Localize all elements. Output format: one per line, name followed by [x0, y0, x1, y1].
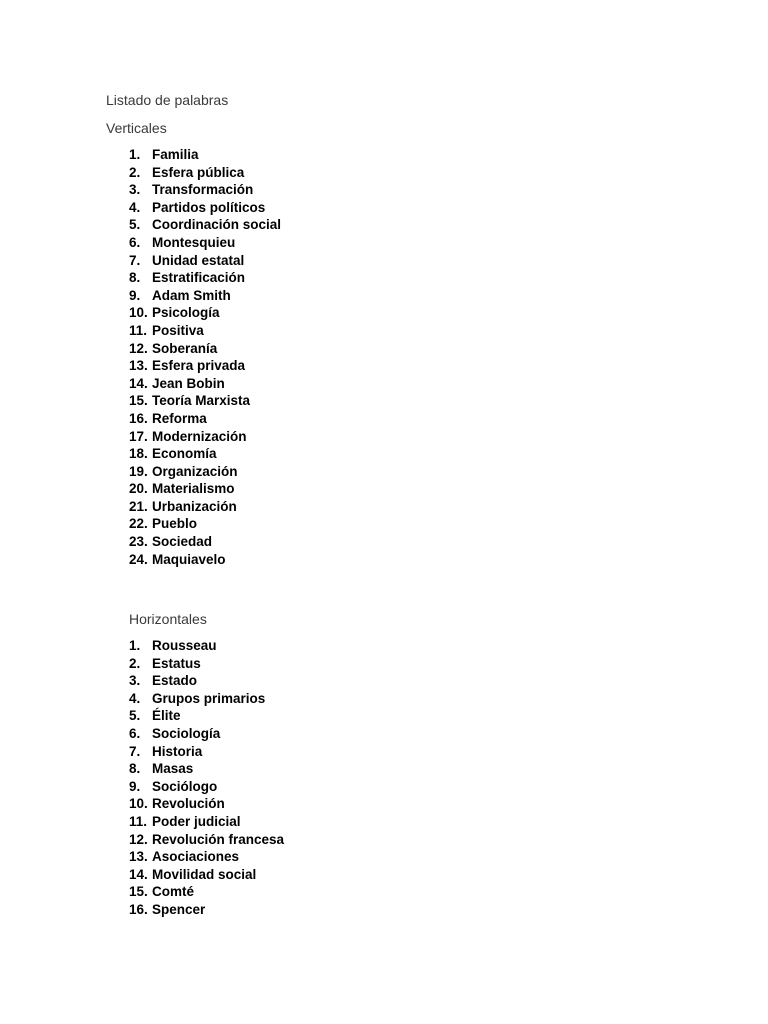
list-item-word: Sociología: [152, 725, 221, 741]
list-item-word: Sociedad: [152, 534, 213, 550]
list-item: [129, 831, 285, 849]
list-item-word: Spencer: [152, 901, 206, 917]
list-item: [129, 375, 225, 393]
list-item-number: 9.: [129, 778, 141, 794]
list-item-word: Teoría Marxista: [152, 393, 251, 409]
list-item-word: Modernización: [152, 428, 247, 444]
list-item-number: 11.: [129, 813, 148, 829]
list-item: [129, 234, 236, 252]
list-item-number: 4.: [129, 690, 141, 706]
list-item: [129, 498, 237, 516]
list-item: [129, 795, 225, 813]
list-item: [129, 392, 251, 410]
list-item: [129, 883, 195, 901]
list-item-word: Esfera pública: [152, 164, 245, 180]
list-item-word: Psicología: [152, 305, 220, 321]
list-item: [129, 778, 218, 796]
list-item-word: Revolución: [152, 796, 225, 812]
list-item: [129, 655, 201, 673]
list-item-number: 20.: [129, 481, 148, 497]
list-item-word: Partidos políticos: [152, 199, 266, 215]
verticales-list: [129, 146, 282, 568]
list-item-number: 1.: [129, 638, 141, 653]
list-item-word: Asociaciones: [152, 849, 240, 865]
list-item: [129, 533, 213, 551]
list-item-number: 2.: [129, 655, 141, 671]
list-item: [129, 551, 226, 569]
list-item: [129, 848, 240, 866]
list-item-word: Unidad estatal: [152, 252, 245, 268]
list-item: [129, 216, 282, 234]
list-item-number: 17.: [129, 428, 148, 444]
list-item-number: 11.: [129, 322, 148, 338]
verticales-heading: Verticales: [106, 120, 167, 136]
list-item-number: 24.: [129, 551, 148, 567]
list-item: [129, 637, 217, 655]
list-item: [129, 340, 218, 358]
list-item-word: Positiva: [152, 322, 204, 338]
document-title: Listado de palabras: [106, 92, 229, 108]
list-item-word: Comté: [152, 884, 195, 900]
list-item-number: 8.: [129, 761, 141, 777]
list-item-number: 12.: [129, 831, 148, 847]
list-item-number: 16.: [129, 901, 148, 917]
list-item: [129, 357, 246, 375]
list-item-word: Movilidad social: [152, 866, 257, 882]
list-item-number: 4.: [129, 199, 141, 215]
list-item-number: 14.: [129, 375, 148, 391]
list-item: [129, 463, 238, 481]
list-item: [129, 199, 266, 217]
list-item: [129, 901, 206, 919]
list-item: [129, 480, 235, 498]
list-item-word: Organización: [152, 463, 238, 479]
list-item-number: 5.: [129, 708, 141, 724]
list-item-number: 14.: [129, 866, 148, 882]
list-item: [129, 813, 241, 831]
list-item: [129, 269, 246, 287]
list-item-number: 23.: [129, 534, 148, 550]
list-item-word: Soberanía: [152, 340, 218, 356]
list-item-word: Sociólogo: [152, 778, 218, 794]
list-item-word: Coordinación social: [152, 217, 282, 233]
list-item: [129, 164, 245, 182]
list-item-word: Reforma: [152, 410, 207, 426]
list-item-word: Rousseau: [152, 638, 217, 653]
list-item-number: 18.: [129, 446, 148, 462]
list-item-word: Estratificación: [152, 270, 246, 286]
horizontales-list: [129, 637, 285, 919]
list-item: [129, 445, 217, 463]
list-item: [129, 410, 207, 428]
list-item-word: Historia: [152, 743, 203, 759]
list-item-number: 15.: [129, 884, 148, 900]
list-item: [129, 304, 220, 322]
list-item: [129, 322, 204, 340]
list-item-word: Economía: [152, 446, 217, 462]
list-item-number: 6.: [129, 234, 141, 250]
list-item-number: 16.: [129, 410, 148, 426]
list-item-word: Poder judicial: [152, 813, 241, 829]
list-item: [129, 725, 221, 743]
list-item-word: Urbanización: [152, 498, 237, 514]
list-item: [129, 743, 203, 761]
list-item-word: Pueblo: [152, 516, 198, 532]
list-item-number: 21.: [129, 498, 148, 514]
list-item: [129, 146, 199, 164]
list-item-number: 1.: [129, 147, 141, 162]
list-item: [129, 515, 198, 533]
list-item-number: 13.: [129, 358, 148, 374]
list-item-number: 22.: [129, 516, 148, 532]
list-item-word: Familia: [152, 147, 199, 162]
list-item-word: Esfera privada: [152, 358, 246, 374]
list-item-word: Montesquieu: [152, 234, 236, 250]
list-item: [129, 252, 245, 270]
list-item: [129, 690, 266, 708]
list-item-word: Adam Smith: [152, 287, 231, 303]
list-item-word: Grupos primarios: [152, 690, 266, 706]
list-item-word: Estatus: [152, 655, 201, 671]
list-item-number: 3.: [129, 182, 141, 198]
list-item: [129, 181, 254, 199]
list-item-number: 6.: [129, 725, 141, 741]
list-item-number: 10.: [129, 305, 148, 321]
list-item-number: 9.: [129, 287, 141, 303]
list-item-number: 13.: [129, 849, 148, 865]
list-item-number: 2.: [129, 164, 141, 180]
horizontales-heading: Horizontales: [129, 611, 207, 627]
list-item-number: 5.: [129, 217, 141, 233]
list-item: [129, 287, 231, 305]
list-item: [129, 707, 181, 725]
list-item-number: 8.: [129, 270, 141, 286]
list-item-word: Maquiavelo: [152, 551, 226, 567]
list-item-number: 3.: [129, 673, 141, 689]
list-item-word: Estado: [152, 673, 198, 689]
list-item-word: Masas: [152, 761, 194, 777]
list-item-word: Revolución francesa: [152, 831, 285, 847]
list-item: [129, 866, 257, 884]
list-item-word: Jean Bobin: [152, 375, 225, 391]
list-item: [129, 428, 247, 446]
list-item: [129, 760, 194, 778]
list-item-word: Transformación: [152, 182, 254, 198]
list-item-number: 15.: [129, 393, 148, 409]
list-item-number: 7.: [129, 252, 141, 268]
list-item-word: Materialismo: [152, 481, 235, 497]
list-item: [129, 672, 198, 690]
list-item-number: 19.: [129, 463, 148, 479]
list-item-word: Élite: [152, 708, 181, 724]
list-item-number: 7.: [129, 743, 141, 759]
list-item-number: 12.: [129, 340, 148, 356]
list-item-number: 10.: [129, 796, 148, 812]
